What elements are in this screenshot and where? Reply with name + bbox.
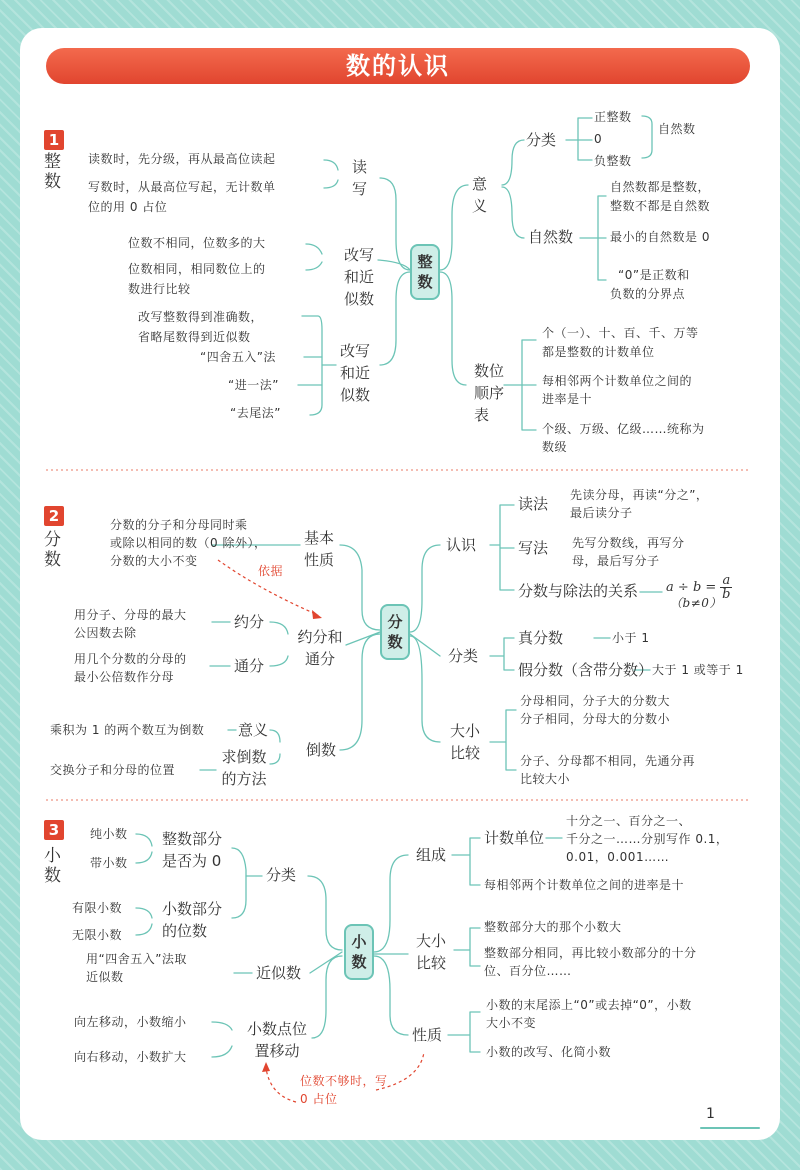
leaf-text: 比较大小 (520, 772, 571, 786)
leaf-text: 数级 (542, 440, 568, 454)
leaf-text: “四舍五入”法 (200, 350, 276, 364)
connector (380, 178, 410, 270)
connector (580, 196, 606, 280)
leaf-text: “去尾法” (230, 406, 281, 420)
leaf-text: “0”是正数和 (618, 268, 690, 282)
leaf-text: 千分之一……分别写作 0.1， (566, 832, 729, 846)
connector (454, 928, 480, 966)
leaf-text: 0.01，0.001…… (566, 850, 670, 864)
connector (340, 545, 380, 630)
equals-sign: = (701, 580, 721, 595)
connector (136, 834, 152, 846)
leaf-text: “进一法” (228, 378, 279, 392)
hub-node: 小数 (344, 924, 374, 980)
branch-node: 约分 (234, 613, 265, 631)
branch-node: 自然数 (528, 228, 574, 246)
annotation-arrow (266, 1068, 296, 1102)
connector (502, 140, 524, 185)
leaf-text: 分子相同，分母大的分数小 (520, 712, 671, 726)
branch-node: 小数部分的位数 (162, 900, 223, 940)
connector (490, 710, 516, 770)
leaf-text: 自然数都是整数， (610, 180, 711, 194)
branch-node: 性质 (412, 1026, 443, 1044)
branch-node: 分类 (448, 647, 479, 665)
branch-node: 改写和近似数 (340, 342, 371, 404)
connector (270, 656, 288, 666)
section-title: 整数 (44, 152, 61, 192)
connector (232, 848, 246, 918)
leaf-text: 乘积为 1 的两个数互为倒数 (50, 723, 205, 737)
leaf-text: 正整数 (594, 110, 632, 124)
leaf-text: 向右移动，小数扩大 (74, 1050, 187, 1064)
leaf-text: 写数时，从最高位写起，无计数单 (88, 180, 276, 194)
connector (340, 634, 380, 750)
leaf-text: 读数时，先分级，再从最高位读起 (88, 152, 276, 166)
leaf-text: 进率是十 (542, 392, 593, 406)
formula-fraction (720, 574, 732, 601)
branch-node: 计数单位 (484, 829, 545, 847)
arrow-head (262, 1062, 270, 1072)
connector (270, 730, 280, 742)
leaf-text: 自然数 (658, 122, 696, 136)
leaf-text: 交换分子和分母的位置 (50, 763, 176, 777)
leaf-text: 整数部分大的那个小数大 (484, 920, 622, 934)
branch-node: 约分和通分 (297, 628, 343, 668)
formula-b: b (692, 580, 702, 595)
page-number: 1 (706, 1106, 715, 1122)
leaf-text: 有限小数 (72, 901, 123, 915)
leaf-text: 大于 1 或等于 1 (652, 663, 744, 677)
leaf-text: 位数不相同，位数多的大 (128, 236, 266, 250)
branch-node: 写法 (518, 539, 549, 557)
formula-a: a (666, 580, 674, 595)
leaf-text: 十分之一、百分之一、 (566, 814, 692, 828)
branch-node: 求倒数的方法 (221, 748, 267, 788)
leaf-text: 位、百分位…… (484, 964, 572, 978)
section-title: 小数 (44, 846, 61, 886)
arrow-head (312, 610, 322, 619)
branch-node: 改写和近似数 (344, 246, 375, 308)
connector (504, 340, 536, 430)
leaf-text: 用几个分数的分母的 (74, 652, 187, 666)
branch-node: 组成 (416, 846, 447, 864)
connector (136, 908, 152, 918)
leaf-text: 最小的自然数是 0 (610, 230, 710, 244)
connector (212, 1022, 232, 1030)
leaf-text: 个（一）、十、百、千、万等 (542, 326, 699, 340)
branch-node: 真分数 (518, 629, 564, 647)
connector (490, 505, 514, 590)
leaf-text: 都是整数的计数单位 (542, 345, 655, 359)
connector (642, 116, 652, 158)
leaf-text: 每相邻两个计数单位之间的 (542, 374, 693, 388)
leaf-text: 小数的末尾添上“0”或去掉“0”，小数 (486, 998, 692, 1012)
page-title-banner: 数的认识 (46, 48, 750, 84)
leaf-text: 0 (594, 132, 603, 146)
branch-node: 读法 (518, 495, 549, 513)
connector (302, 316, 322, 415)
branch-node: 读写 (352, 158, 368, 198)
formula-condition: （b≠0） (670, 596, 722, 610)
leaf-text: 位的用 0 占位 (88, 200, 168, 214)
leaf-text: 整数部分相同，再比较小数部分的十分 (484, 946, 697, 960)
section-badge: 2 (44, 506, 64, 526)
branch-node: 整数部分是否为 0 (162, 830, 223, 870)
branch-node: 认识 (446, 536, 477, 554)
leaf-text: 向左移动，小数缩小 (74, 1015, 187, 1029)
connector (310, 952, 342, 973)
leaf-text: 省略尾数得到近似数 (138, 330, 251, 344)
leaf-text: 位数相同，相同数位上的 (128, 262, 266, 276)
leaf-text: 纯小数 (90, 827, 128, 841)
connector (136, 924, 152, 935)
connector (502, 187, 524, 238)
annotation-label: 依据 (258, 564, 284, 578)
connector (324, 160, 338, 170)
connector (270, 754, 280, 764)
leaf-text: 大小不变 (486, 1016, 537, 1030)
leaf-text: 近似数 (86, 970, 124, 984)
connector (308, 876, 342, 950)
leaf-text: 小数的改写、化简小数 (486, 1045, 612, 1059)
connector (410, 545, 440, 632)
branch-node: 倒数 (306, 741, 337, 759)
branch-node: 大小比较 (450, 722, 481, 762)
connector (490, 638, 514, 670)
leaf-text: 个级、万级、亿级……统称为 (542, 422, 705, 436)
branch-node: 假分数（含带分数） (518, 661, 654, 679)
leaf-text: 无限小数 (72, 928, 123, 942)
connector (566, 118, 592, 160)
leaf-text: 最后读分子 (570, 506, 633, 520)
connector (440, 272, 466, 385)
leaf-text: 用分子、分母的最大 (74, 608, 187, 622)
branch-node: 意义 (238, 721, 269, 739)
section-badge: 1 (44, 130, 64, 150)
connector (440, 185, 468, 270)
formula-numerator: a (722, 573, 731, 588)
branch-node: 分类 (266, 866, 297, 884)
branch-node: 分数与除法的关系 (518, 582, 639, 600)
connector (306, 244, 322, 254)
leaf-text: 小于 1 (612, 631, 650, 645)
leaf-text: 分子、分母都不相同，先通分再 (520, 754, 696, 768)
leaf-text: 最小公倍数作分母 (74, 670, 175, 684)
leaf-text: 每相邻两个计数单位之间的进率是十 (484, 878, 685, 892)
branch-node: 意义 (472, 175, 488, 215)
connector (212, 1046, 232, 1057)
leaf-text: 母，最后写分子 (572, 554, 660, 568)
leaf-text: 负整数 (594, 154, 632, 168)
branch-node: 小数点位置移动 (246, 1020, 307, 1060)
leaf-text: 带小数 (90, 856, 128, 870)
connector (324, 180, 338, 188)
leaf-text: 公因数去除 (74, 626, 137, 640)
branch-node: 基本性质 (304, 529, 335, 569)
branch-node: 通分 (234, 657, 265, 675)
connector (448, 1012, 480, 1052)
formula-denominator: b (722, 587, 731, 602)
connector (380, 272, 410, 365)
leaf-text: 或除以相同的数（0 除外）， (110, 536, 267, 550)
leaf-text: 用“四舍五入”法取 (86, 952, 187, 966)
leaf-text: 改写整数得到准确数， (138, 310, 264, 324)
connector (136, 852, 152, 863)
hub-node: 分数 (380, 604, 410, 660)
leaf-text: 数进行比较 (128, 282, 191, 296)
leaf-text: 分数的分子和分母同时乘 (110, 518, 248, 532)
leaf-text: 分数的大小不变 (110, 554, 198, 568)
section-title: 分数 (44, 530, 61, 570)
hub-node: 整数 (410, 244, 440, 300)
leaf-text: 负数的分界点 (610, 287, 686, 301)
connector (270, 622, 288, 634)
branch-node: 近似数 (256, 964, 302, 982)
connector (374, 855, 408, 952)
leaf-text: 先写分数线，再写分 (572, 536, 685, 550)
branch-node: 分类 (526, 131, 557, 149)
leaf-text: 分母相同，分子大的分数大 (520, 694, 671, 708)
section-badge: 3 (44, 820, 64, 840)
annotation-label: 位数不够时，写 0 占位 (300, 1074, 388, 1106)
branch-node: 数位顺序表 (474, 362, 505, 424)
page-number-underline (700, 1127, 760, 1129)
divide-sign: ÷ (673, 580, 693, 595)
leaf-text: 整数不都是自然数 (610, 199, 711, 213)
connector (374, 956, 408, 1035)
branch-node: 大小比较 (416, 932, 447, 972)
leaf-text: 先读分母，再读“分之”， (570, 488, 709, 502)
connector (452, 838, 480, 885)
connector (306, 262, 322, 270)
